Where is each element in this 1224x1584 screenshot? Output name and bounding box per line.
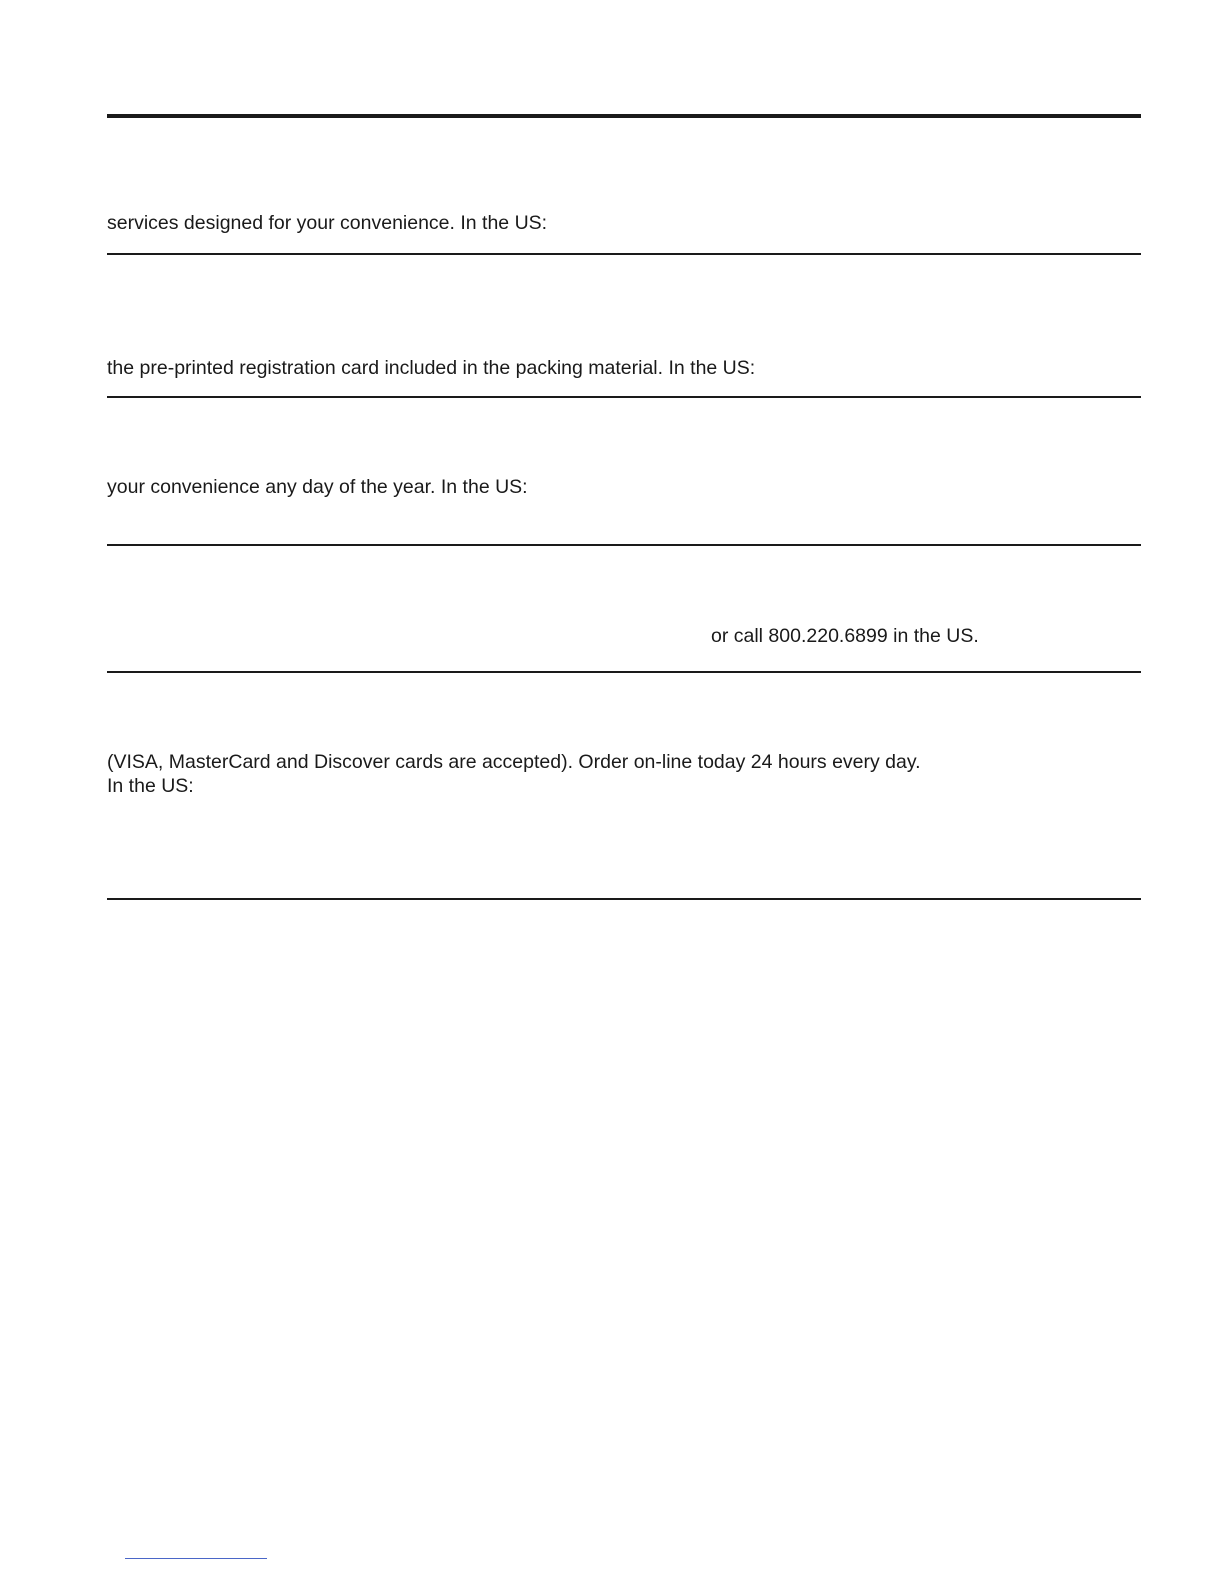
registration-text: the pre-printed registration card included in the packing material. In the US:: [107, 357, 756, 379]
divider-rule: [107, 544, 1141, 546]
divider-rule: [107, 396, 1141, 398]
footer-link-underline[interactable]: [125, 1558, 267, 1559]
accessories-text-us: In the US:: [107, 775, 194, 797]
service-text: services designed for your convenience. In the US:: [107, 212, 548, 234]
accessories-text: (VISA, MasterCard and Discover cards are accepted). Order on-line today 24 hours every day.: [107, 751, 921, 773]
divider-rule: [107, 898, 1141, 900]
header-rule: [107, 114, 1141, 118]
divider-rule: [107, 253, 1141, 255]
phone-text: or call 800.220.6899 in the US.: [711, 625, 979, 647]
convenience-text: your convenience any day of the year. In the US:: [107, 476, 528, 498]
divider-rule: [107, 671, 1141, 673]
